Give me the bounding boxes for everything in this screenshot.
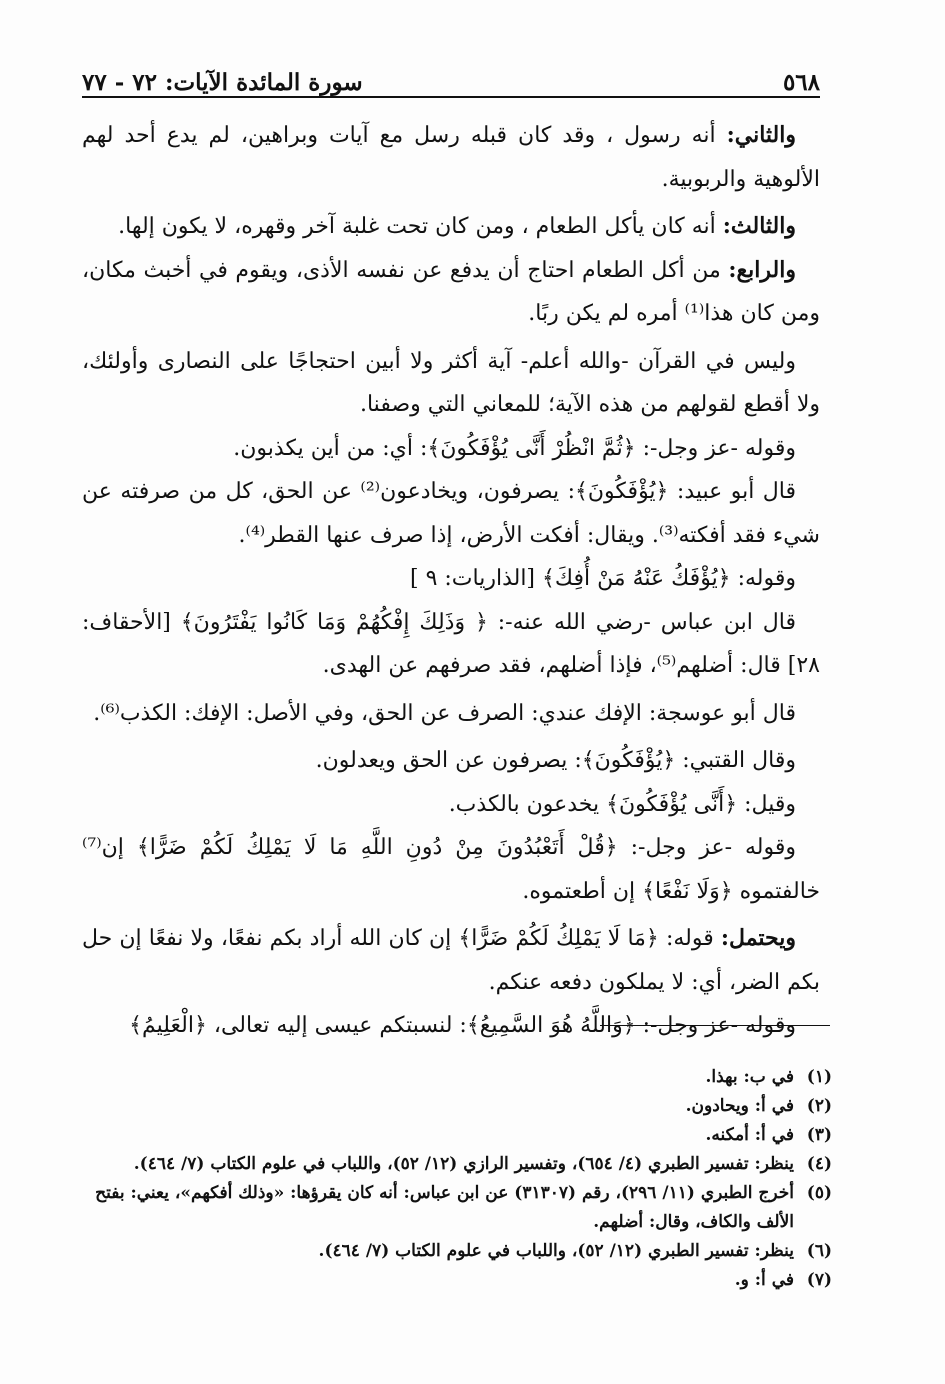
footnote bbox=[82, 1121, 832, 1150]
footnote-number: (٦) bbox=[806, 1241, 832, 1261]
paragraph-text: قال ابن عباس -رضي الله عنه-: ﴿ وَذَلِكَ إِفْكُهُمْ وَمَا كَانُوا يَفْتَرُونَ﴾ [الأحقاف: ٢٨] قال: أضلهم⁽⁵⁾، فإذا أضلهم، فقد صرفهم عن الهدى. bbox=[82, 609, 820, 678]
paragraph bbox=[82, 340, 820, 427]
footnote-text: في أ: أمكنه. bbox=[705, 1125, 794, 1145]
footnote-text: في ب: بهذا. bbox=[705, 1067, 794, 1087]
footnote-text: أخرج الطبري (١١/ ٢٩٦)، رقم (٣١٣٠٧) عن ابن عباس: أنه كان يقرؤها: «وذلك أفكهم»، يعني: بفتح الألف والكاف، وقال: أضلهم. bbox=[95, 1183, 794, 1232]
paragraph-text: أنه كان يأكل الطعام ، ومن كان تحت غلبة آخر وقهره، لا يكون إلها. bbox=[118, 214, 723, 239]
footnote-number: (٣) bbox=[806, 1125, 832, 1145]
paragraph bbox=[82, 826, 820, 913]
paragraph-text: وقوله -عز وجل-: ﴿وَاللَّهُ هُوَ السَّمِيعُ﴾: لنسبتكم عيسى إليه تعالى، ﴿الْعَلِيمُ﴾ bbox=[129, 1013, 796, 1038]
paragraph-text: وقوله -عز وجل-: ﴿ثُمَّ انْظُرْ أَنَّى يُؤْفَكُونَ﴾: أي: من أين يكذبون. bbox=[233, 435, 796, 461]
footnote-number: (١) bbox=[806, 1067, 832, 1087]
paragraph-text: وقوله -عز وجل-: ﴿قُلْ أَتَعْبُدُونَ مِنْ دُونِ اللَّهِ مَا لَا يَمْلِكُ لَكُمْ ضَرًّا﴾ إن⁽⁷⁾ خالفتموه ﴿وَلَا نَفْعًا﴾ إن أطعتموه. bbox=[82, 835, 820, 904]
paragraph-text: وقيل: ﴿أَنَّى يُؤْفَكُونَ﴾ يخدعون بالكذب. bbox=[448, 791, 796, 817]
footnotes bbox=[82, 1063, 832, 1295]
paragraph-lead: والثاني: bbox=[726, 122, 796, 148]
paragraph bbox=[82, 470, 820, 557]
footnote-separator bbox=[600, 1025, 830, 1026]
footnote bbox=[82, 1150, 832, 1179]
paragraph-text: وليس في القرآن -والله أعلم- آية أكثر ولا أبين احتجاجًا على النصارى وأولئك، ولا أقطع لقولهم من هذه الآية؛ للمعاني التي وصفنا. bbox=[82, 348, 820, 417]
paragraph bbox=[82, 427, 820, 471]
paragraph-lead: والرابع: bbox=[728, 256, 796, 283]
page-number: ٥٦٨ bbox=[782, 69, 820, 96]
paragraph-lead: ويحتمل: bbox=[720, 925, 796, 951]
paragraph-text: قال أبو عبيد: ﴿يُؤْفَكُونَ﴾: يصرفون، ويخادعون⁽²⁾ عن الحق، كل من صرفته عن شيء فقد أفكته⁽³⁾. ويقال: أفكت الأرض، إذا صرف عنها القطر⁽⁴⁾. bbox=[82, 479, 820, 548]
paragraph bbox=[82, 114, 820, 201]
footnote-text: ينظر: تفسير الطبري (٤/ ٦٥٤)، وتفسير الرازي (١٢/ ٥٢)، واللباب في علوم الكتاب (٧/ ٤٦٤). bbox=[133, 1154, 794, 1174]
footnote-number: (٤) bbox=[806, 1154, 832, 1174]
footnote bbox=[82, 1092, 832, 1121]
footnote bbox=[82, 1063, 832, 1092]
footnote-text: في أ: و. bbox=[734, 1270, 794, 1290]
paragraph bbox=[82, 601, 820, 688]
footnote-number: (٥) bbox=[806, 1183, 832, 1203]
paragraph-text: أنه رسول ، وقد كان قبله رسل مع آيات وبراهين، لم يدع أحد لهم الألوهية والربوبية. bbox=[82, 123, 820, 192]
page-header bbox=[82, 56, 820, 96]
paragraph bbox=[82, 557, 820, 601]
paragraph bbox=[82, 205, 820, 249]
footnote-number: (٧) bbox=[806, 1270, 832, 1290]
footnote-text: في أ: ويحادون. bbox=[685, 1096, 794, 1116]
paragraph-text: قال أبو عوسجة: الإفك عندي: الصرف عن الحق، وفي الأصل: الإفك: الكذب⁽⁶⁾. bbox=[93, 700, 796, 726]
paragraph bbox=[82, 739, 820, 783]
paragraph bbox=[82, 783, 820, 827]
body-text bbox=[82, 114, 820, 1048]
footnote-text: ينظر: تفسير الطبري (١٢/ ٥٢)، واللباب في علوم الكتاب (٧/ ٤٦٤). bbox=[318, 1241, 794, 1261]
paragraph-lead: والثالث: bbox=[722, 213, 796, 239]
footnote bbox=[82, 1179, 832, 1237]
header-rule bbox=[82, 96, 820, 98]
running-title: سورة المائدة الآيات: ٧٢ - ٧٧ bbox=[82, 69, 363, 96]
paragraph-text: وقال القتبي: ﴿يُؤْفَكُونَ﴾: يصرفون عن الحق ويعدلون. bbox=[315, 748, 796, 773]
paragraph bbox=[82, 917, 820, 1004]
footnote bbox=[82, 1237, 832, 1266]
footnote bbox=[82, 1266, 832, 1295]
paragraph-text: قوله: ﴿مَا لَا يَمْلِكُ لَكُمْ ضَرًّا﴾ إن كان الله أراد بكم نفعًا، ولا نفعًا إن حل بكم الضر، أي: لا يملكون دفعه عنكم. bbox=[82, 926, 820, 995]
paragraph bbox=[82, 692, 820, 736]
paragraph bbox=[82, 249, 820, 336]
footnote-number: (٢) bbox=[806, 1096, 832, 1116]
paragraph-text: من أكل الطعام احتاج أن يدفع عن نفسه الأذى، ويقوم في أخبث مكان، ومن كان هذا⁽¹⁾ أمره لم يكن ربًا. bbox=[82, 257, 820, 326]
paragraph-text: وقوله: ﴿يُؤْفَكُ عَنْهُ مَنْ أُفِكَ﴾ [الذاريات: ٩ ] bbox=[409, 566, 796, 591]
